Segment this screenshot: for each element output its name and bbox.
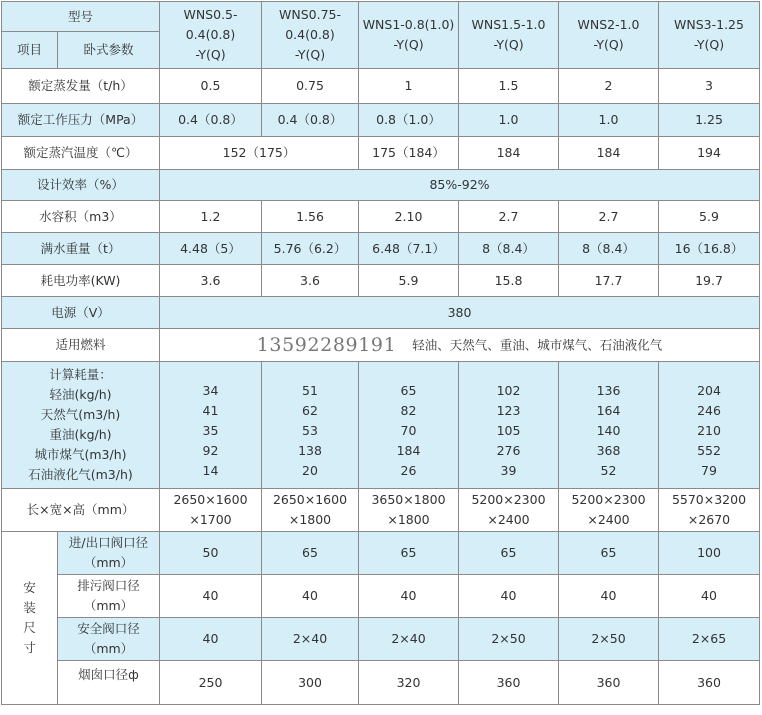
- table-cell: 65: [459, 532, 559, 575]
- table-row: [2, 618, 760, 661]
- table-cell: [160, 329, 760, 362]
- type-label: 卧式参数: [58, 32, 160, 69]
- table-cell: 2×40: [262, 618, 359, 661]
- row-label: 设计效率（%）: [2, 170, 160, 201]
- table-cell: 1.56: [262, 201, 359, 233]
- fuel-types: 轻油、天然气、重油、城市煤气、石油液化气: [412, 337, 663, 353]
- table-row: [2, 362, 760, 489]
- table-cell: 2650×1600 ×1700: [160, 489, 262, 532]
- table-cell: 0.4（0.8）: [160, 104, 262, 137]
- table-cell: 1.5: [459, 69, 559, 104]
- table-cell: 380: [160, 297, 760, 329]
- table-row: [2, 69, 760, 104]
- table-cell: 3650×1800 ×1800: [359, 489, 459, 532]
- table-cell: 360: [659, 661, 760, 705]
- table-cell: 0.5: [160, 69, 262, 104]
- table-row: [2, 170, 760, 201]
- table-cell: 184: [559, 137, 659, 170]
- item-label: 项目: [2, 32, 58, 69]
- install-group-label: 安 装 尺 寸: [2, 532, 58, 705]
- table-cell: 152（175）: [160, 137, 359, 170]
- table-cell: 0.8（1.0）: [359, 104, 459, 137]
- table-cell: 1.25: [659, 104, 760, 137]
- table-cell: 3.6: [160, 265, 262, 297]
- table-cell: 40: [559, 575, 659, 618]
- row-label: 耗电功率(KW): [2, 265, 160, 297]
- row-label: 进/出口阀口径 （mm）: [58, 532, 160, 575]
- table-cell: 1.2: [160, 201, 262, 233]
- table-cell: 1.0: [459, 104, 559, 137]
- table-cell: 320: [359, 661, 459, 705]
- table-cell: 2.7: [559, 201, 659, 233]
- boiler-spec-table: [1, 1, 760, 705]
- row-label: 适用燃料: [2, 329, 160, 362]
- table-cell: 34 41 35 92 14: [160, 362, 262, 489]
- table-cell: 300: [262, 661, 359, 705]
- table-cell: 16（16.8）: [659, 233, 760, 265]
- table-row: [2, 532, 760, 575]
- row-label: 满水重量（t）: [2, 233, 160, 265]
- table-cell: 3.6: [262, 265, 359, 297]
- table-row: [2, 489, 760, 532]
- table-cell: 194: [659, 137, 760, 170]
- table-cell: 5.9: [659, 201, 760, 233]
- table-cell: 15.8: [459, 265, 559, 297]
- table-cell: 136 164 140 368 52: [559, 362, 659, 489]
- table-cell: 40: [262, 575, 359, 618]
- table-cell: 2×50: [559, 618, 659, 661]
- table-cell: 40: [359, 575, 459, 618]
- table-cell: 5.76（6.2）: [262, 233, 359, 265]
- table-cell: 5570×3200 ×2670: [659, 489, 760, 532]
- table-cell: 3: [659, 69, 760, 104]
- model-header: WNS2-1.0 -Y(Q): [559, 2, 659, 69]
- table-cell: 100: [659, 532, 760, 575]
- table-cell: 51 62 53 138 20: [262, 362, 359, 489]
- table-cell: 2×50: [459, 618, 559, 661]
- model-header: WNS1.5-1.0 -Y(Q): [459, 2, 559, 69]
- model-label: 型号: [2, 2, 160, 32]
- table-cell: 8（8.4）: [459, 233, 559, 265]
- row-label: 水容积（m3）: [2, 201, 160, 233]
- table-cell: 2×65: [659, 618, 760, 661]
- table-cell: 175（184）: [359, 137, 459, 170]
- table-row: [2, 297, 760, 329]
- table-cell: 19.7: [659, 265, 760, 297]
- row-label: 额定工作压力（MPa）: [2, 104, 160, 137]
- table-cell: 102 123 105 276 39: [459, 362, 559, 489]
- table-cell: 40: [160, 575, 262, 618]
- table-cell: 5200×2300 ×2400: [459, 489, 559, 532]
- table-cell: 65: [262, 532, 359, 575]
- table-cell: 8（8.4）: [559, 233, 659, 265]
- table-cell: 6.48（7.1）: [359, 233, 459, 265]
- table-cell: 50: [160, 532, 262, 575]
- table-cell: 5.9: [359, 265, 459, 297]
- table-cell: 360: [459, 661, 559, 705]
- row-label: 排污阀口径 （mm）: [58, 575, 160, 618]
- row-label: 额定蒸发量（t/h）: [2, 69, 160, 104]
- table-cell: 2×40: [359, 618, 459, 661]
- table-cell: 40: [659, 575, 760, 618]
- table-cell: 2.10: [359, 201, 459, 233]
- table-row: [2, 104, 760, 137]
- table-cell: 2.7: [459, 201, 559, 233]
- row-label: 计算耗量： 轻油(kg/h) 天然气(m3/h) 重油(kg/h) 城市煤气(m3/h) 石油液化气(m3/h): [2, 362, 160, 489]
- table-cell: 184: [459, 137, 559, 170]
- table-cell: 65: [559, 532, 659, 575]
- table-cell: 1.0: [559, 104, 659, 137]
- table-cell: 17.7: [559, 265, 659, 297]
- table-row: [2, 575, 760, 618]
- table-cell: 204 246 210 552 79: [659, 362, 760, 489]
- table-cell: 65: [359, 532, 459, 575]
- header-row: [2, 2, 760, 32]
- row-label: 额定蒸汽温度（℃）: [2, 137, 160, 170]
- row-label: 电源（V）: [2, 297, 160, 329]
- table-cell: 250: [160, 661, 262, 705]
- table-cell: 0.4（0.8）: [262, 104, 359, 137]
- phone-watermark: 13592289191: [256, 334, 397, 357]
- row-label: 烟囱口径ф: [58, 661, 160, 705]
- table-cell: 1: [359, 69, 459, 104]
- table-cell: 85%-92%: [160, 170, 760, 201]
- table-cell: 65 82 70 184 26: [359, 362, 459, 489]
- table-cell: 0.75: [262, 69, 359, 104]
- table-row: [2, 137, 760, 170]
- model-header: WNS3-1.25 -Y(Q): [659, 2, 760, 69]
- row-label: 长×宽×高（mm）: [2, 489, 160, 532]
- table-row: [2, 201, 760, 233]
- table-row: [2, 661, 760, 705]
- table-cell: 360: [559, 661, 659, 705]
- model-header: WNS0.75- 0.4(0.8) -Y(Q): [262, 2, 359, 69]
- model-header: WNS1-0.8(1.0) -Y(Q): [359, 2, 459, 69]
- model-header: WNS0.5- 0.4(0.8) -Y(Q): [160, 2, 262, 69]
- table-cell: 4.48（5）: [160, 233, 262, 265]
- table-cell: 2650×1600 ×1800: [262, 489, 359, 532]
- table-cell: 2: [559, 69, 659, 104]
- table-cell: 40: [160, 618, 262, 661]
- table-row: [2, 265, 760, 297]
- table-row: [2, 329, 760, 362]
- table-cell: 40: [459, 575, 559, 618]
- table-cell: 5200×2300 ×2400: [559, 489, 659, 532]
- row-label: 安全阀口径 （mm）: [58, 618, 160, 661]
- table-row: [2, 233, 760, 265]
